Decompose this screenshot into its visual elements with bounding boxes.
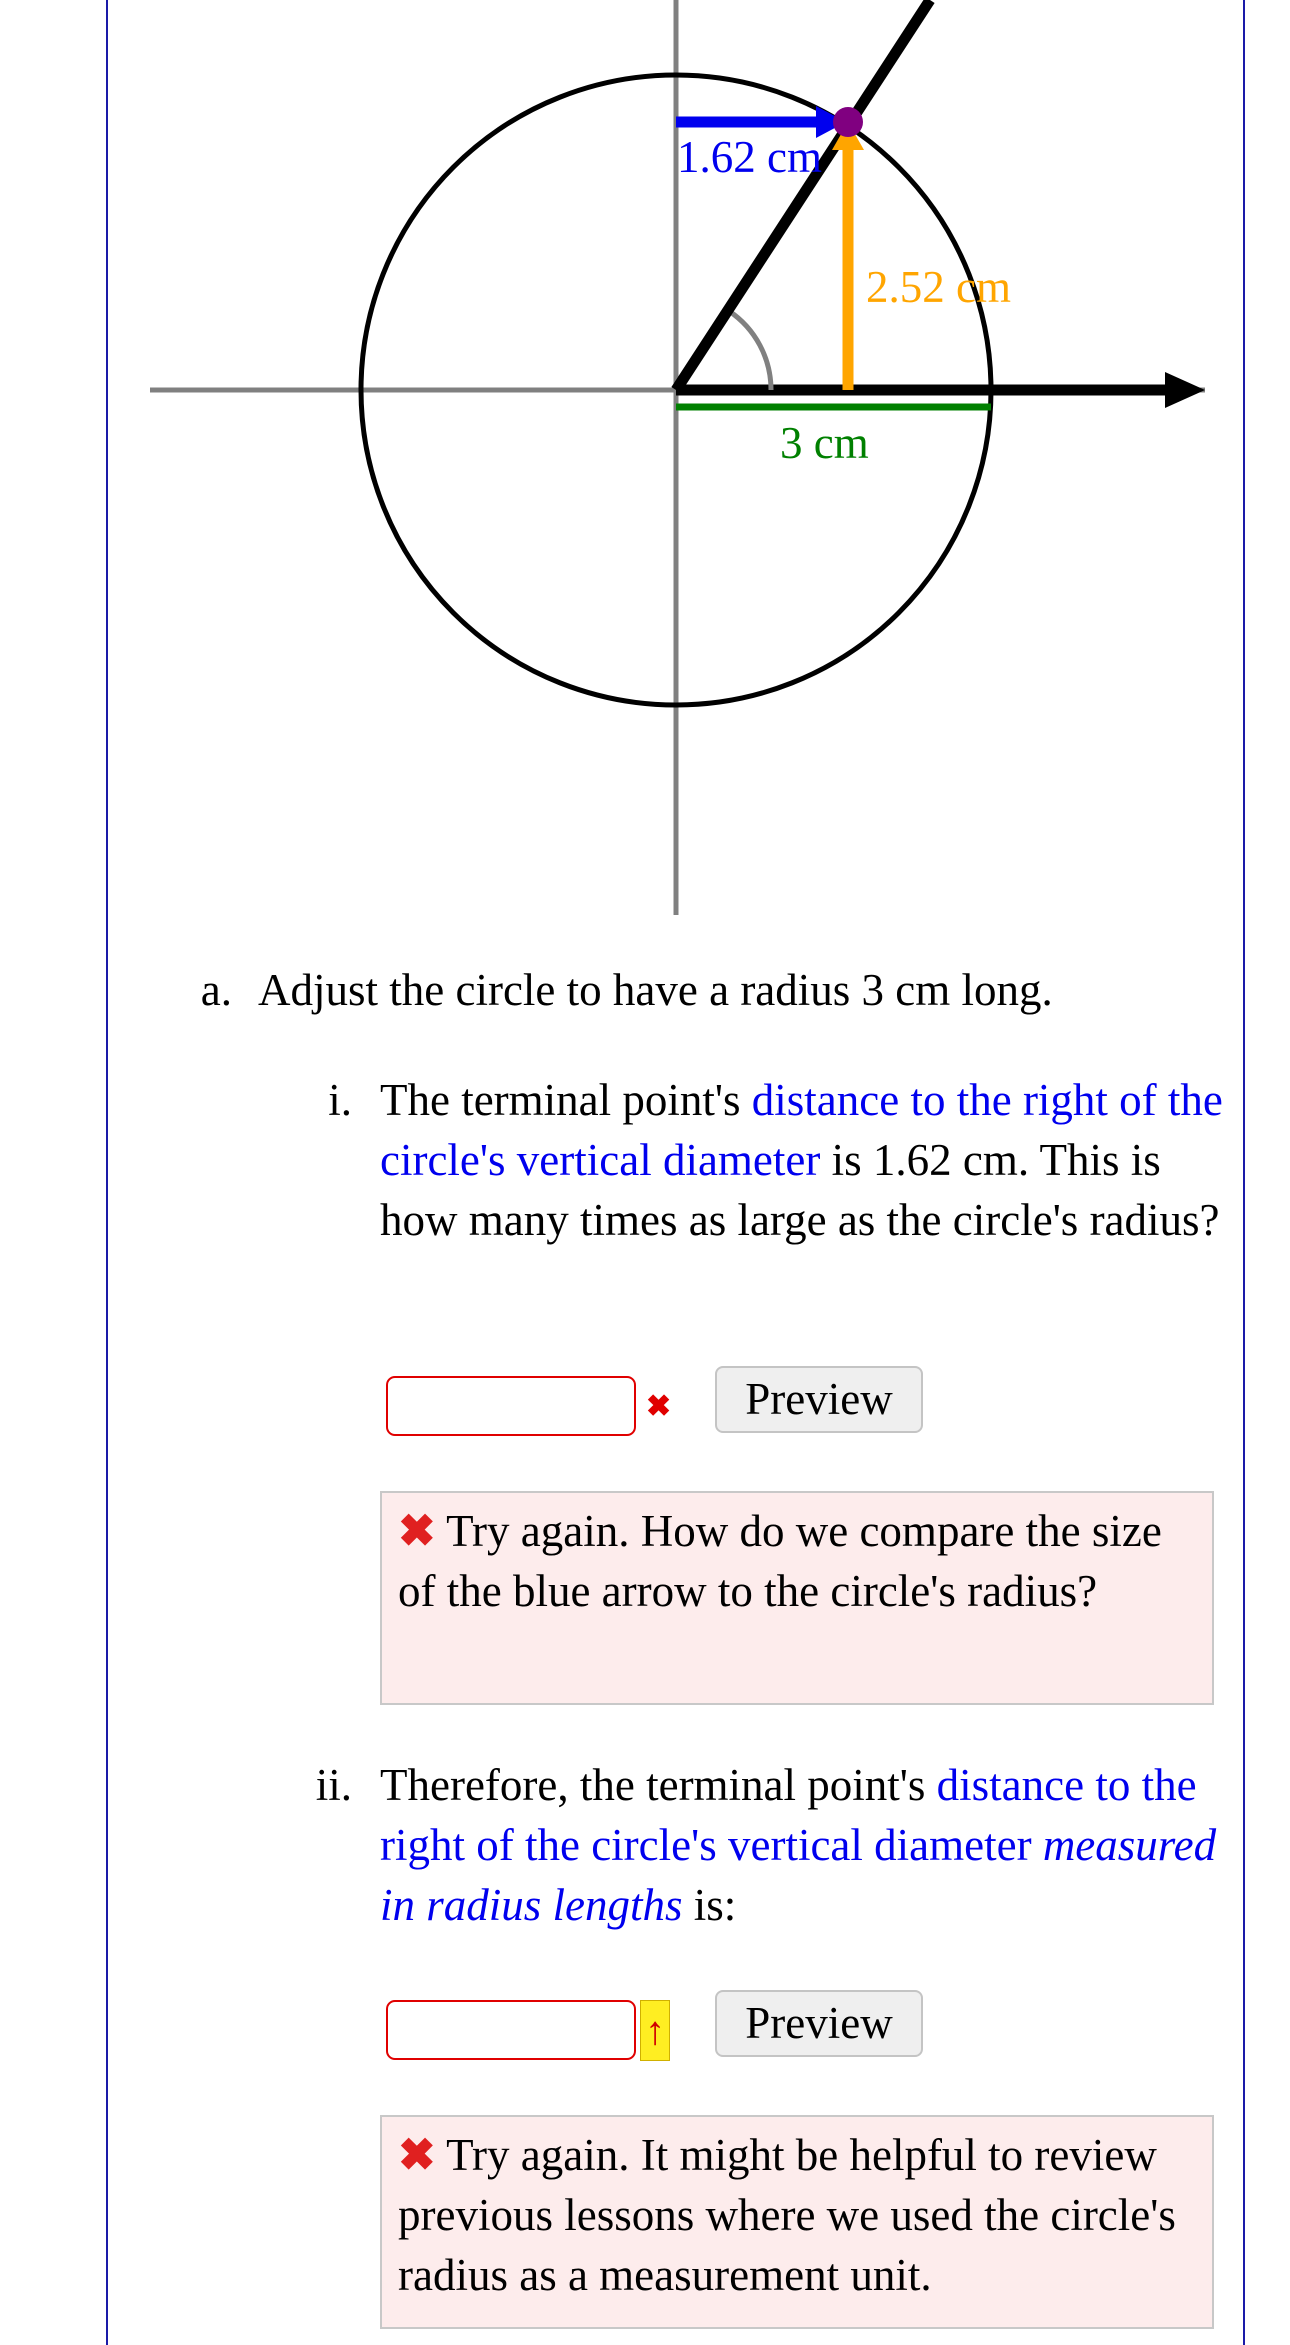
initial-ray-arrowhead (1165, 372, 1205, 408)
vertical-length-label: 2.52 cm (866, 262, 1011, 312)
part-ii-answer-input[interactable] (386, 2000, 636, 2060)
part-i-text-after: is 1.62 cm. This is how many times as large as the circle's radius? (380, 1135, 1220, 1245)
part-i-answer-input[interactable] (386, 1376, 636, 1436)
part-ii-text-after: is: (682, 1880, 737, 1930)
part-ii-marker: ii. (315, 1760, 352, 1810)
part-i-preview-button[interactable]: Preview (715, 1366, 923, 1433)
terminal-ray (676, 0, 930, 390)
part-ii-text-before: Therefore, the terminal point's (380, 1760, 937, 1810)
part-i-prompt (380, 1070, 1225, 1250)
part-ii-feedback-x-icon: ✖ (398, 2130, 436, 2180)
part-ii-prompt (380, 1755, 1225, 1935)
part-ii-term-link[interactable]: distance to the right of the circle's vertical diameter (380, 1760, 1197, 1870)
part-i-marker: i. (328, 1075, 352, 1125)
angle-arc (729, 311, 771, 390)
unit-circle-figure (0, 0, 1290, 930)
part-ii-preview-button[interactable]: Preview (715, 1990, 923, 2057)
part-ii-feedback-text: Try again. It might be helpful to review previous lessons where we used the circle's radius as a measurement unit. (398, 2130, 1176, 2300)
terminal-point[interactable] (833, 107, 863, 137)
part-i-feedback-text: Try again. How do we compare the size of the blue arrow to the circle's radius? (398, 1506, 1162, 1616)
part-i-term-link[interactable]: distance to the right of the circle's vertical diameter (380, 1075, 1223, 1185)
question-marker: a. (200, 965, 232, 1015)
part-i-text-before: The terminal point's (380, 1075, 752, 1125)
part-ii-feedback (380, 2115, 1214, 2329)
horizontal-length-label: 1.62 cm (677, 132, 822, 182)
part-i-feedback-x-icon: ✖ (398, 1506, 436, 1556)
part-ii-status-icon[interactable]: ↑ (640, 2000, 670, 2061)
part-i-feedback (380, 1491, 1214, 1705)
part-i-incorrect-icon: ✖ (646, 1390, 672, 1423)
part-ii-italic-link[interactable]: measured in radius lengths (380, 1820, 1217, 1930)
question-text: Adjust the circle to have a radius 3 cm long. (258, 965, 1053, 1015)
radius-length-label: 3 cm (780, 418, 869, 468)
